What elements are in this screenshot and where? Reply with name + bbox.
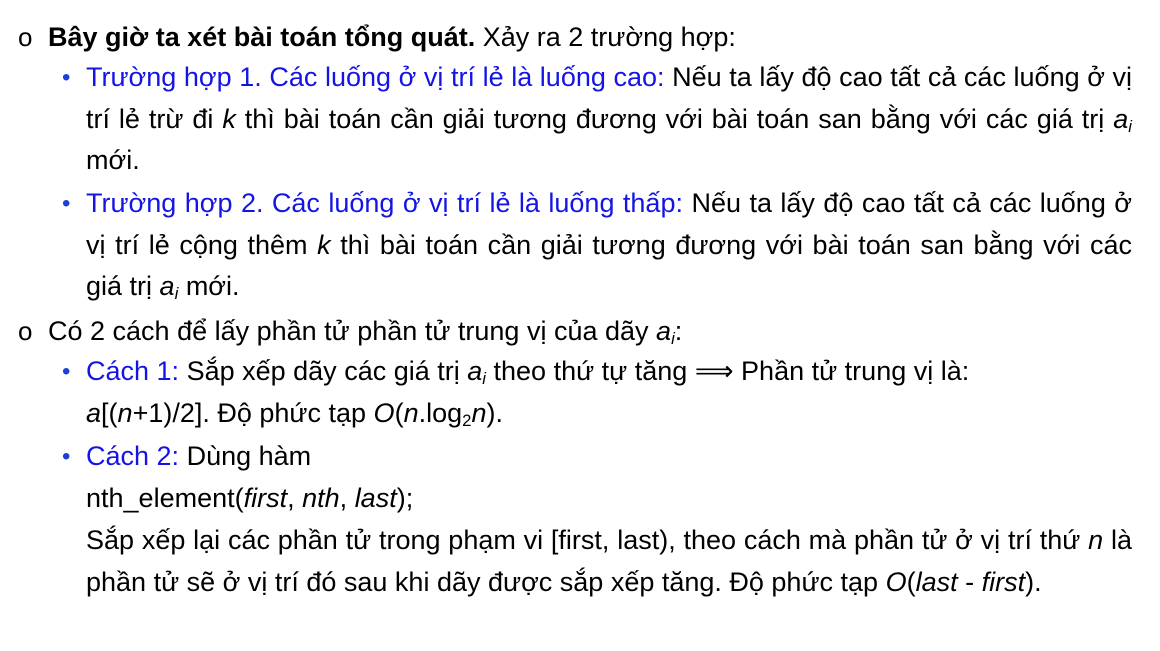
- desc-b: là phần tử sẽ ở vị trí đó sau khi dãy được sắp xếp tăng. Độ phức tạp: [86, 525, 1132, 597]
- case1-item: [62, 57, 1132, 182]
- method1-text-c: Phần tử trung vị là:: [741, 356, 970, 386]
- bullet-dot-icon: •: [62, 190, 71, 217]
- median-line: [18, 310, 682, 352]
- method1-f8: .log: [418, 397, 463, 428]
- case2-sub-i: i: [174, 284, 179, 304]
- method1-f9: 2: [462, 410, 472, 430]
- code-comma: ,: [287, 483, 303, 513]
- desc-end: ).: [1025, 566, 1042, 597]
- bullet-dot-icon: •: [62, 443, 71, 470]
- median-colon: :: [674, 316, 683, 346]
- method1-item: [62, 351, 1132, 434]
- intro-line: [18, 16, 736, 58]
- code-line: [86, 478, 1132, 520]
- method1-var-a: a: [467, 356, 483, 386]
- method1-body: [86, 351, 1132, 434]
- desc-O: O: [885, 566, 907, 597]
- method1-f7: n: [403, 397, 419, 428]
- method1-text-a: Sắp xếp dãy các giá trị: [186, 356, 460, 386]
- case1-text-b: thì bài toán cần giải tương đương với bài toán san bằng với các giá trị: [244, 103, 1105, 134]
- circle-bullet-icon: o: [18, 316, 33, 346]
- case2-text-a: Nếu ta lấy độ cao tất cả các luống ở vị trí lẻ cộng thêm: [86, 188, 1132, 260]
- method1-text-b: theo thứ tự tăng: [493, 356, 688, 386]
- intro-title: Bây giờ ta xét bài toán tổng quát.: [48, 22, 476, 52]
- desc-last: last: [915, 566, 958, 597]
- median-var-a: a: [656, 316, 672, 346]
- desc-first: first: [981, 566, 1026, 597]
- method1-f11: ).: [486, 397, 503, 428]
- case2-body: [86, 183, 1132, 308]
- case1-text-c: mới.: [86, 145, 140, 175]
- method2-text-a: Dùng hàm: [186, 441, 312, 471]
- case1-text-a: Nếu ta lấy độ cao tất cả các luống ở vị trí lẻ trừ đi: [86, 62, 1133, 134]
- code-func: nth_element(: [86, 483, 244, 513]
- code-comma: ,: [339, 483, 355, 513]
- implies-arrow-icon: ⟹: [694, 356, 734, 386]
- method2-body: [86, 436, 1132, 478]
- case1-sub-i: i: [1128, 116, 1132, 136]
- case2-var-k: k: [317, 229, 331, 260]
- method2-label: Cách 2:: [86, 441, 180, 471]
- code-first: first: [243, 483, 288, 513]
- case2-label: Trường hợp 2. Các luống ở vị trí lẻ là luống thấp:: [86, 188, 683, 218]
- median-sub-i: i: [671, 329, 675, 349]
- code-end: );: [396, 483, 414, 513]
- method2-item: [62, 436, 1132, 478]
- bullet-dot-icon: •: [62, 358, 71, 385]
- case1-var-a: a: [1113, 103, 1129, 134]
- method1-f4: +1)/2]. Độ phức tạp: [132, 397, 367, 428]
- desc-paren: (: [906, 566, 916, 597]
- case2-var-a: a: [159, 271, 175, 301]
- case1-label: Trường hợp 1. Các luống ở vị trí lẻ là luống cao:: [86, 62, 665, 92]
- method1-f6: (: [394, 397, 404, 428]
- method1-f2: [(: [101, 397, 118, 428]
- method1-f5: O: [373, 397, 395, 428]
- case1-var-k: k: [222, 103, 236, 134]
- median-text: Có 2 cách để lấy phần tử phần tử trung vị của dãy: [48, 316, 649, 346]
- method2-description: [86, 520, 1132, 603]
- desc-minus: -: [957, 566, 982, 597]
- code-nth: nth: [302, 483, 340, 513]
- method1-label: Cách 1:: [86, 356, 180, 386]
- desc-n: n: [1088, 525, 1104, 555]
- method1-sub-i: i: [482, 369, 486, 389]
- case2-text-b: thì bài toán cần giải tương đương với bài toán san bằng với các giá trị: [86, 229, 1132, 301]
- case2-item: [62, 183, 1132, 308]
- method1-f3: n: [117, 397, 133, 428]
- circle-bullet-icon: o: [18, 22, 33, 52]
- case2-text-c: mới.: [185, 271, 240, 301]
- intro-rest: Xảy ra 2 trường hợp:: [482, 22, 736, 52]
- code-last: last: [354, 483, 397, 513]
- method1-f10: n: [471, 397, 487, 428]
- desc-a: Sắp xếp lại các phần tử trong phạm vi [first, last), theo cách mà phần tử ở vị trí thứ: [86, 525, 1081, 555]
- bullet-dot-icon: •: [62, 64, 71, 91]
- case1-body: [86, 57, 1132, 182]
- method1-f1: a: [86, 397, 102, 428]
